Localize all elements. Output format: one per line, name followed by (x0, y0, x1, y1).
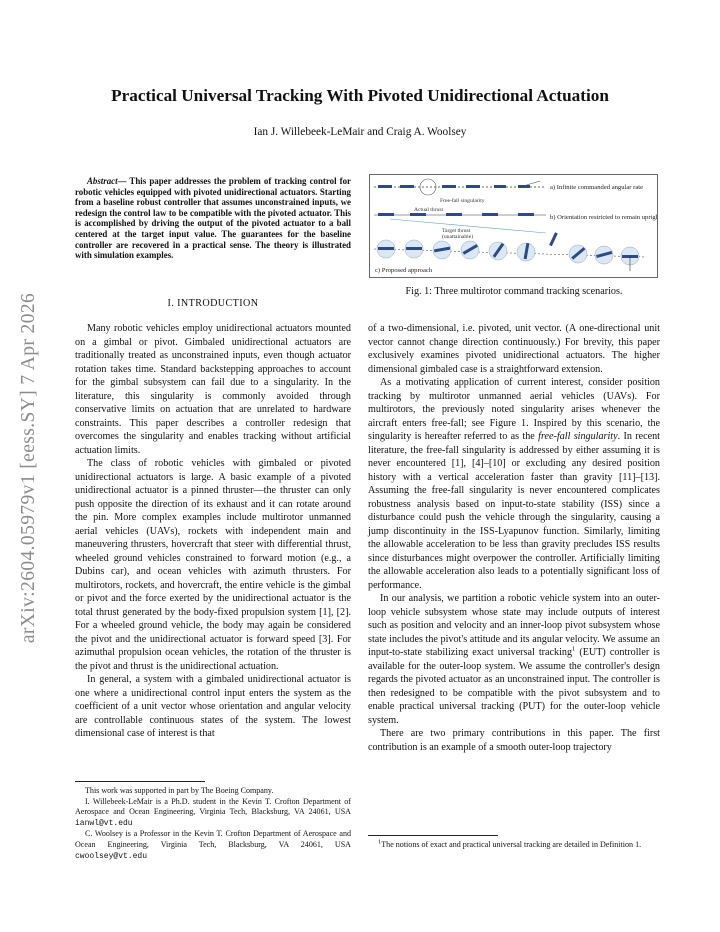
footnote-rule (75, 781, 205, 782)
abstract-label: Abstract (87, 176, 118, 186)
scenario-a-label: a) Infinite commanded angular rate (550, 184, 644, 191)
paragraph-part: As a motivating application of current interest, consider position tracking by multirotor unmanned aerial vehicles (UAVs). For multirotors, the previously noted singularity arises whenever the aircraft enters free-fall; see Figure 1. Inspired by this scenario, the singularity is hereafter referred to as the (368, 377, 660, 442)
paragraph (368, 376, 660, 592)
footnote-number: 1 (378, 838, 382, 846)
author-note-2-text: C. Woolsey is a Professor in the Kevin T. Crofton Department of Aerospace and Ocean Engineering, Virginia Tech, Blacksburg, VA 24061, USA (75, 829, 351, 849)
figure-1-caption: Fig. 1: Three multirotor command tracking scenarios. (405, 286, 623, 297)
scenario-a-drawing (374, 179, 546, 195)
arxiv-identifier (16, 258, 42, 678)
left-column (75, 322, 351, 741)
figure-1-illustration (370, 175, 657, 277)
paper-authors: Ian J. Willebeek-LeMair and Craig A. Woolsey (253, 126, 467, 138)
paragraph: Many robotic vehicles employ unidirectional actuators mounted on a gimbal or pivot. Gimbaled unidirectional actuators are traditionally treated as unconstrained inputs, even though actuator rotation takes time. Standard backstepping approaches to account for the gimbal subsystem can fail due to a singularity. In the literature, this singularity is commonly avoided through conservative limits on actuation that are unrelated to hardware constraints. This paper describes a controller redesign that overcomes the singularity and enables tracking without artificial actuation limits. (75, 323, 351, 456)
scenario-c-label: c) Proposed approach (375, 267, 433, 274)
target-unattainable-label: (unattainable) (442, 234, 474, 240)
email-link[interactable]: cwoolsey@vt.edu (75, 851, 148, 861)
figure-1 (369, 174, 658, 278)
paragraph: There are two primary contributions in this paper. The first contribution is an example of a smooth outer-loop trajectory (368, 728, 660, 753)
scenario-c-drawing (374, 232, 646, 271)
emphasis: free-fall singularity (538, 431, 618, 442)
right-column (368, 322, 660, 754)
author-note-2 (75, 829, 351, 862)
footnote-1 (368, 840, 660, 851)
paragraph-part: (EUT) controller is available for the outer-loop system. We assume the controller's design regards the pivoted actuator as an unconstrained input. The controller is then redesigned to be compatible with the pivot subsystem and to enable practical universal tracking (PUT) for the outer-loop vehicle system. (368, 647, 661, 726)
footnote-text: The notions of exact and practical universal tracking are detailed in Definition 1. (381, 840, 642, 849)
email-link[interactable]: ianwl@vt.edu (75, 818, 133, 828)
funding-note: This work was supported in part by The Boeing Company. (85, 786, 274, 795)
paragraph-part: . In recent literature, the free-fall singularity is addressed by either assuming it is never encountered [1], [4]–[10] or excluding any desired position history with a vertical acceleration faster than gravity [11]–[13]. Assuming the free-fall singularity is never encountered complicates robustness analysis based on input-to-state stability (ISS) since a disturbance could push the vehicle through the singularity, causing a jump discontinuity in the ISS-Lyapunov function. Similarly, limiting the allowable acceleration to be less than gravity precludes ISS results since disturbances might overpower the controller. Artificially limiting the allowable acceleration also leads to a potentially significant loss of performance. (368, 431, 660, 591)
paragraph: of a two-dimensional, i.e. pivoted, unit vector. (A one-directional unit vector cannot change direction continuously.) For brevity, this paper exclusively examines pivoted unidirectional actuators. The higher dimensional gimbaled case is a straightforward extension. (368, 323, 660, 375)
abstract (75, 176, 351, 261)
scenario-b-label: b) Orientation restricted to remain upright (550, 214, 657, 221)
section-heading-introduction: I. INTRODUCTION (167, 298, 259, 309)
author-note-1 (75, 797, 351, 830)
arxiv-id-text: arXiv:2604.05979v1 [eess.SY] 7 Apr 2026 (18, 292, 39, 644)
affiliation-footnotes (75, 786, 351, 862)
author-note-1-text: I. Willebeek-LeMair is a Ph.D. student in the Kevin T. Crofton Department of Aerospace and Ocean Engineering, Virginia Tech, Blacksburg, VA 24061, USA (75, 796, 351, 817)
paragraph: The class of robotic vehicles with gimbaled or pivoted unidirectional actuators is large. A basic example of a pivoted unidirectional actuator is a pinned thruster—the thruster can only push opposite the direction of its exhaust and it can rotate around the pin. More complex examples include multirotor unmanned aerial vehicles (UAVs), rockets with independent main and maneuvering thrusters, hovercraft that steer with differential thrust, wheeled ground vehicles constrained to forward motion (e.g., a Dubins car), and ocean vehicles with azimuth thrusters. For multirotors, rockets, and hovercraft, the entire vehicle is the gimbal or pivot and the force exerted by the unidirectional actuator is the total thrust generated by the body-fixed propulsion system [1], [2]. For a wheeled ground vehicle, the body may again be considered the pivot and the unidirectional actuator is forward speed [3]. For azimuthal propulsion ocean vehicles, the rotation of the thruster is the pivot and thrust is the unidirectional actuation. (75, 458, 351, 672)
paragraph (368, 592, 660, 727)
paragraph: In general, a system with a gimbaled unidirectional actuator is one where a unidirectional control input enters the system as the coefficient of a unit vector whose orientation and angular velocity are controllable continuous states of the system. The lowest dimensional case of interest is that (75, 674, 351, 739)
target-thrust-label: Target thrust (442, 228, 471, 234)
footnote-marker: 1 (572, 645, 576, 653)
abstract-text: — This paper addresses the problem of tracking control for robotic vehicles equipped with pivoted unidirectional actuators. Starting from a baseline robust controller that assumes unconstrained inputs, we redesign the control law to be compatible with the pivoted actuator. This is accomplished by driving the output of the pivoted actuator to a ball centered at the target input value. The guarantees for the baseline controller are recovered in a practical sense. The theory is illustrated with simulation examples. (75, 176, 351, 261)
paragraph-part: In our analysis, we partition a robotic vehicle system into an outer-loop vehicle subsystem whose state may include outputs of interest such as position and velocity and an inner-loop pivot subsystem whose state includes the pivot's attitude and its angular velocity. We assume an input-to-state stabilizing exact universal tracking (368, 593, 660, 658)
freefall-label: Free-fall singularity (440, 198, 485, 204)
paper-title: Practical Universal Tracking With Pivoted Unidirectional Actuation (111, 86, 609, 105)
actual-thrust-label: Actual thrust (414, 207, 444, 213)
footnote-rule (368, 835, 498, 836)
